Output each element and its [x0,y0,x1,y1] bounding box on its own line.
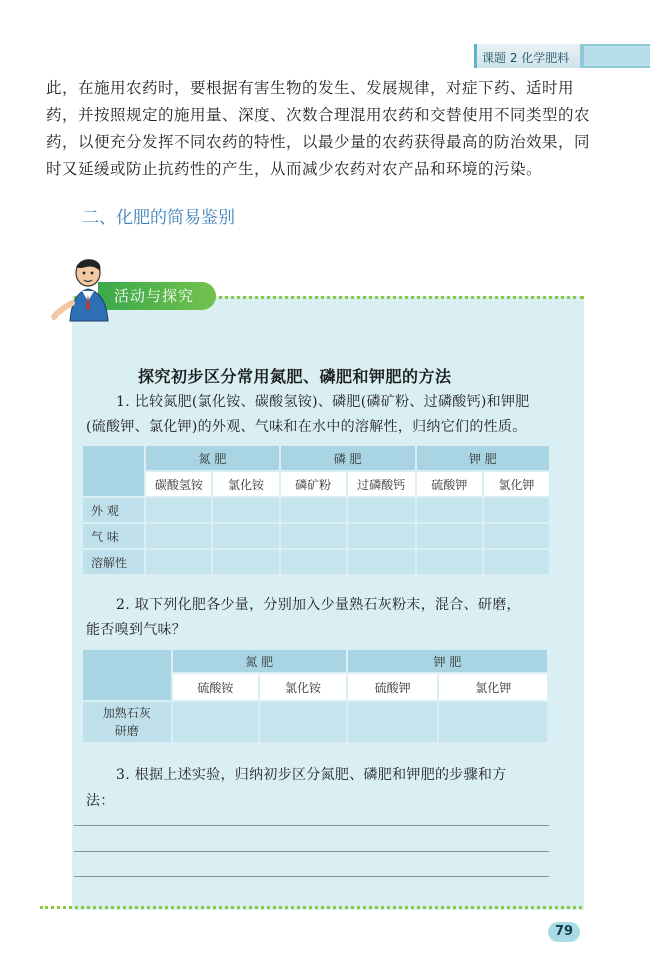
page-number: 79 [548,922,580,942]
row-label: 溶解性 [83,550,144,574]
panel-bottom-dots [40,906,582,909]
answer-line [74,851,549,852]
lesson-label: 课题 2 化学肥料 [482,51,570,65]
intro-line: 时又延缓或防止抗药性的产生，从而减少农药对农产品和环境的污染。 [46,160,543,178]
item-header: 磷矿粉 [281,472,346,496]
activity-badge-label: 活动与探究 [114,287,195,305]
group-header: 氮 肥 [146,446,278,470]
item-header: 硫酸钾 [348,674,438,700]
item-header: 氯化铵 [213,472,278,496]
table-corner [83,446,144,496]
header-bar-inner [584,46,650,66]
activity-title: 探究初步区分常用氮肥、磷肥和钾肥的方法 [138,367,452,386]
group-header: 氮 肥 [173,650,346,672]
step1-line: (硫酸钾、氯化钾)的外观、气味和在水中的溶解性，归纳它们的性质。 [86,419,527,435]
item-header: 碳酸氢铵 [146,472,211,496]
row-label [83,702,171,742]
answer-line [74,825,549,826]
group-header: 钾 肥 [348,650,547,672]
step1-line: 1. 比较氮肥(氯化铵、碳酸氢铵)、磷肥(磷矿粉、过磷酸钙)和钾肥 [116,394,530,410]
row-label-line: 加熟石灰 [102,706,151,720]
intro-line: 此，在施用农药时，要根据有害生物的发生、发展规律，对症下药、适时用 [46,79,575,97]
step2-line: 能否嗅到气味？ [86,622,187,638]
fertilizer-properties-table [81,444,551,576]
intro-line: 药，并按照规定的施用量、深度、次数合理混用农药和交替使用不同类型的农 [46,106,591,124]
table-row [83,524,549,548]
table-row [83,498,549,522]
group-header: 钾 肥 [417,446,549,470]
section-title: 二、化肥的简易鉴别 [82,208,235,228]
table-row [83,702,547,742]
row-label-line: 研磨 [114,724,139,738]
step2-line: 2. 取下列化肥各少量，分别加入少量熟石灰粉末，混合、研磨， [116,597,521,613]
item-header: 氯化钾 [439,674,547,700]
group-header: 磷 肥 [281,446,415,470]
intro-line: 药，以便充分发挥不同农药的特性，以最少量的农药获得最高的防治效果，同 [46,133,591,151]
student-mascot-icon [48,255,118,327]
item-header: 氯化钾 [484,472,549,496]
answer-line [74,876,549,877]
item-header: 氯化铵 [260,674,346,700]
item-header: 过磷酸钙 [348,472,415,496]
table-corner [83,650,171,700]
item-header: 硫酸铵 [173,674,259,700]
table-row [83,550,549,574]
row-label: 外 观 [83,498,144,522]
row-label: 气 味 [83,524,144,548]
lime-grinding-table [81,648,549,744]
step3-line: 法： [86,793,115,809]
step3-line: 3. 根据上述实验，归纳初步区分氮肥、磷肥和钾肥的步骤和方 [116,767,507,783]
item-header: 硫酸钾 [417,472,482,496]
